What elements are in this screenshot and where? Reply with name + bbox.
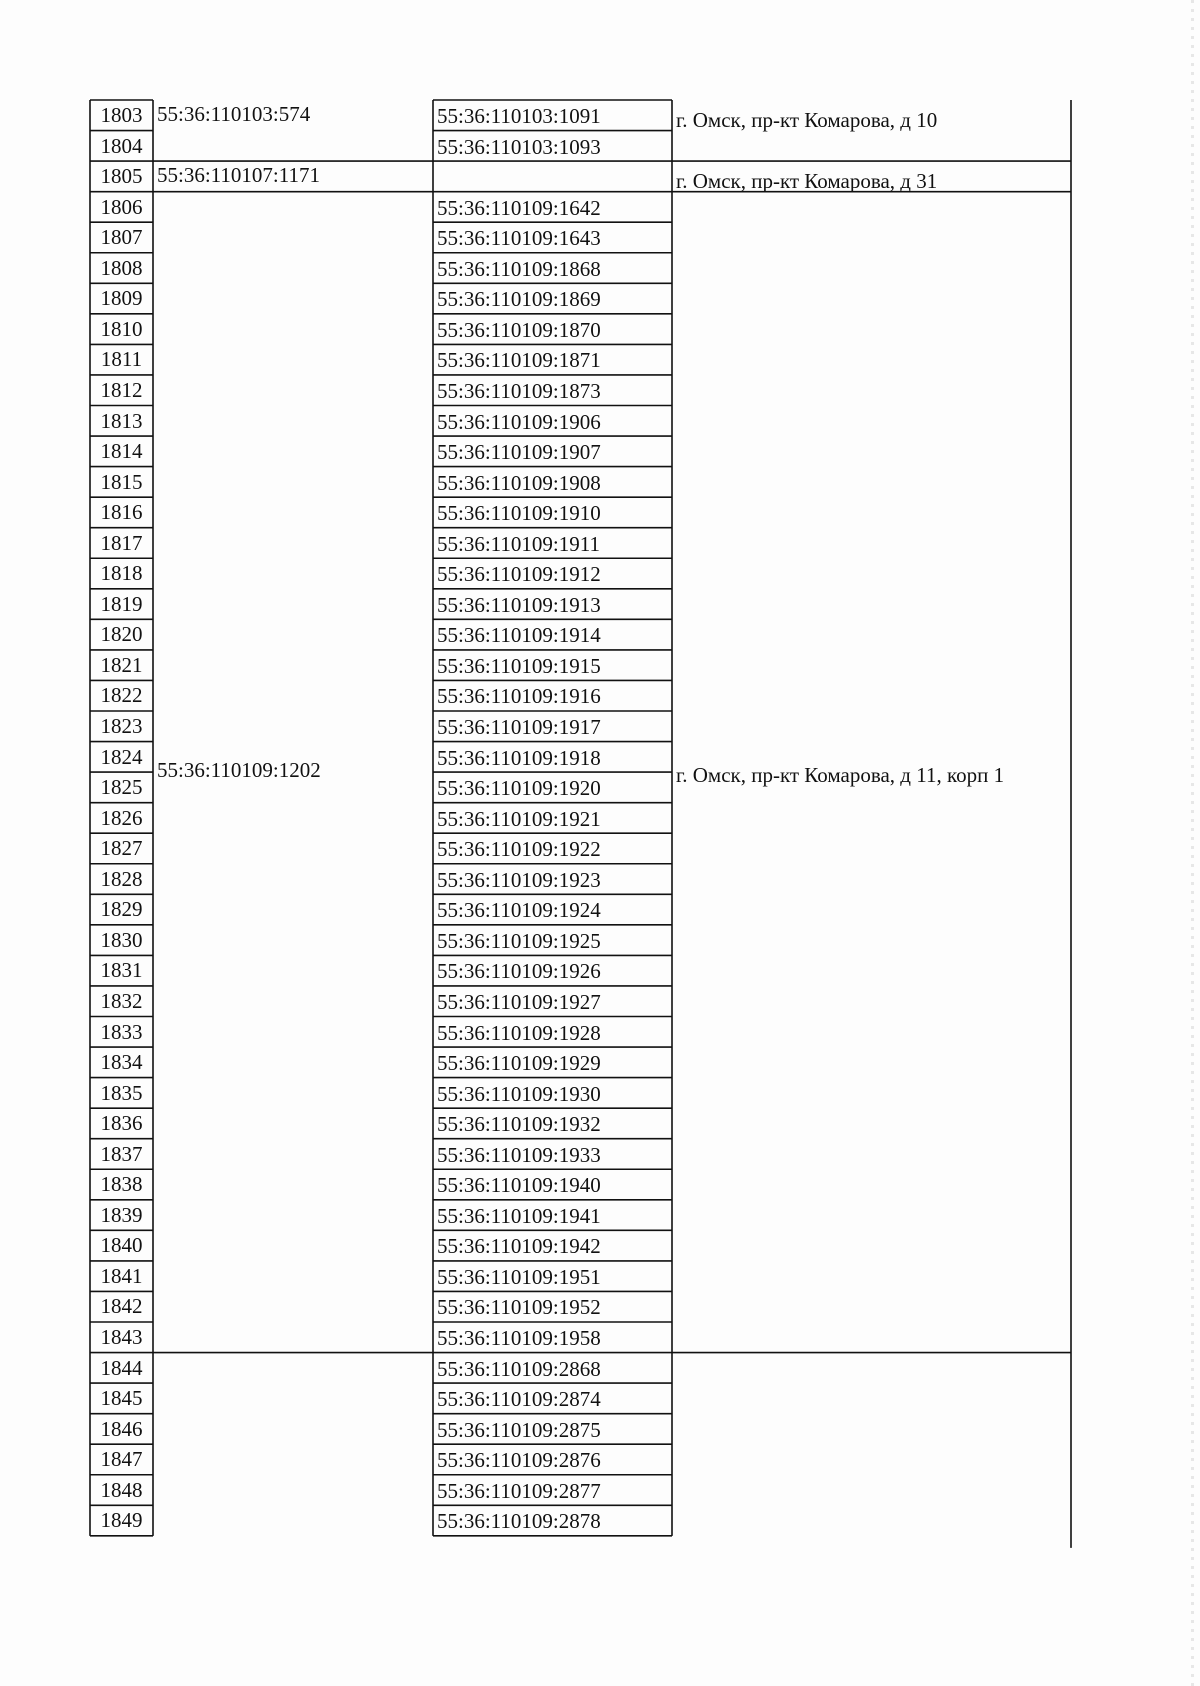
row-number: 1816 [100, 500, 143, 525]
row-number: 1846 [100, 1416, 143, 1441]
row-number: 1844 [100, 1355, 143, 1380]
row-number: 1814 [100, 439, 143, 464]
cadastral-number: 55:36:110109:1915 [437, 653, 601, 678]
cadastral-number: 55:36:110109:1925 [437, 928, 601, 953]
cadastral-number: 55:36:110109:1952 [437, 1295, 601, 1320]
cadastral-number: 55:36:110109:1868 [437, 256, 601, 281]
row-number: 1815 [100, 469, 143, 494]
row-number: 1811 [100, 347, 143, 372]
row-number: 1828 [100, 866, 143, 891]
cadastral-number: 55:36:110109:1910 [437, 501, 601, 526]
row-number: 1833 [100, 1019, 143, 1044]
cadastral-number: 55:36:110109:1642 [437, 195, 601, 220]
cadastral-number: 55:36:110109:1916 [437, 684, 601, 709]
address: г. Омск, пр-кт Комарова, д 11, корп 1 [676, 763, 1005, 788]
row-number: 1849 [100, 1508, 143, 1533]
row-number: 1841 [100, 1263, 143, 1288]
parcel-number: 55:36:110107:1171 [157, 163, 320, 188]
cadastral-number: 55:36:110109:1940 [437, 1173, 601, 1198]
cadastral-number: 55:36:110109:1873 [437, 378, 601, 403]
address: г. Омск, пр-кт Комарова, д 31 [676, 169, 938, 194]
row-number: 1848 [100, 1477, 143, 1502]
row-number: 1837 [100, 1141, 143, 1166]
row-number: 1842 [100, 1294, 143, 1319]
cadastral-number: 55:36:110109:2878 [437, 1509, 601, 1534]
cadastral-number: 55:36:110109:1942 [437, 1234, 601, 1259]
row-number: 1838 [100, 1172, 143, 1197]
row-number: 1808 [100, 255, 143, 280]
row-number: 1831 [100, 958, 143, 983]
row-number: 1847 [100, 1447, 143, 1472]
row-number: 1807 [100, 225, 143, 250]
cadastral-number: 55:36:110109:1927 [437, 989, 601, 1014]
row-number: 1824 [100, 744, 143, 769]
cadastral-number: 55:36:110109:1926 [437, 959, 601, 984]
cadastral-number: 55:36:110109:1929 [437, 1051, 601, 1076]
cadastral-number: 55:36:110109:1921 [437, 806, 601, 831]
cadastral-number: 55:36:110109:1918 [437, 745, 601, 770]
row-number: 1839 [100, 1202, 143, 1227]
cadastral-number: 55:36:110109:1907 [437, 440, 601, 465]
row-number: 1830 [100, 927, 143, 952]
row-number: 1827 [100, 836, 143, 861]
row-number: 1845 [100, 1386, 143, 1411]
cadastral-number: 55:36:110109:1933 [437, 1142, 601, 1167]
cadastral-number: 55:36:110109:1924 [437, 898, 601, 923]
cadastral-number: 55:36:110109:1643 [437, 226, 601, 251]
row-number: 1820 [100, 622, 143, 647]
cadastral-number: 55:36:110109:1932 [437, 1112, 601, 1137]
cadastral-number: 55:36:110109:1920 [437, 776, 601, 801]
row-number: 1832 [100, 988, 143, 1013]
cadastral-number: 55:36:110109:1869 [437, 287, 601, 312]
row-number: 1817 [100, 530, 143, 555]
scan-edge-artifact [1191, 0, 1194, 1686]
cadastral-number: 55:36:110109:2877 [437, 1478, 601, 1503]
cadastral-number: 55:36:110109:1871 [437, 348, 601, 373]
row-number: 1829 [100, 897, 143, 922]
row-number: 1821 [100, 652, 143, 677]
cadastral-number: 55:36:110109:1941 [437, 1203, 601, 1228]
cadastral-number: 55:36:110109:1870 [437, 317, 601, 342]
row-number: 1809 [100, 286, 143, 311]
address: г. Омск, пр-кт Комарова, д 10 [676, 108, 938, 132]
parcel-number: 55:36:110103:574 [157, 102, 311, 126]
row-number: 1818 [100, 561, 143, 586]
row-number: 1819 [100, 591, 143, 616]
row-number: 1805 [100, 164, 143, 189]
cadastral-number: 55:36:110109:1912 [437, 562, 601, 587]
cadastral-number: 55:36:110109:2876 [437, 1448, 601, 1473]
row-number: 1836 [100, 1111, 143, 1136]
cadastral-number: 55:36:110109:1923 [437, 867, 601, 892]
cadastral-number: 55:36:110109:1906 [437, 409, 601, 434]
row-number: 1834 [100, 1050, 143, 1075]
row-number: 1826 [100, 805, 143, 830]
cadastral-number: 55:36:110109:2874 [437, 1387, 601, 1412]
cadastral-number: 55:36:110109:2868 [437, 1356, 601, 1381]
row-number: 1813 [100, 408, 143, 433]
row-number: 1840 [100, 1233, 143, 1258]
cadastral-number: 55:36:110103:1091 [437, 104, 601, 128]
cadastral-number: 55:36:110109:1917 [437, 715, 601, 739]
cadastral-number: 55:36:110109:1908 [437, 470, 601, 495]
cadastral-number: 55:36:110109:1922 [437, 837, 601, 862]
row-number: 1835 [100, 1080, 143, 1105]
row-number: 1812 [100, 377, 143, 402]
cadastral-number: 55:36:110109:1951 [437, 1264, 601, 1289]
cadastral-number: 55:36:110109:1928 [437, 1020, 601, 1045]
row-number: 1822 [100, 683, 143, 708]
cadastral-number: 55:36:110103:1093 [437, 134, 601, 159]
row-number: 1810 [100, 316, 143, 341]
cadastral-number: 55:36:110109:1913 [437, 592, 601, 617]
row-number: 1825 [100, 775, 143, 800]
cadastral-number: 55:36:110109:1911 [437, 531, 600, 556]
row-number: 1803 [100, 103, 143, 127]
cadastral-number: 55:36:110109:1930 [437, 1081, 601, 1106]
parcel-number: 55:36:110109:1202 [157, 758, 321, 783]
cadastral-number: 55:36:110109:2875 [437, 1417, 601, 1442]
cadastral-number: 55:36:110109:1914 [437, 623, 601, 648]
row-number: 1843 [100, 1325, 143, 1349]
row-number: 1823 [100, 714, 143, 738]
row-number: 1806 [100, 194, 143, 219]
cadastral-number: 55:36:110109:1958 [437, 1326, 601, 1350]
row-number: 1804 [100, 133, 143, 158]
